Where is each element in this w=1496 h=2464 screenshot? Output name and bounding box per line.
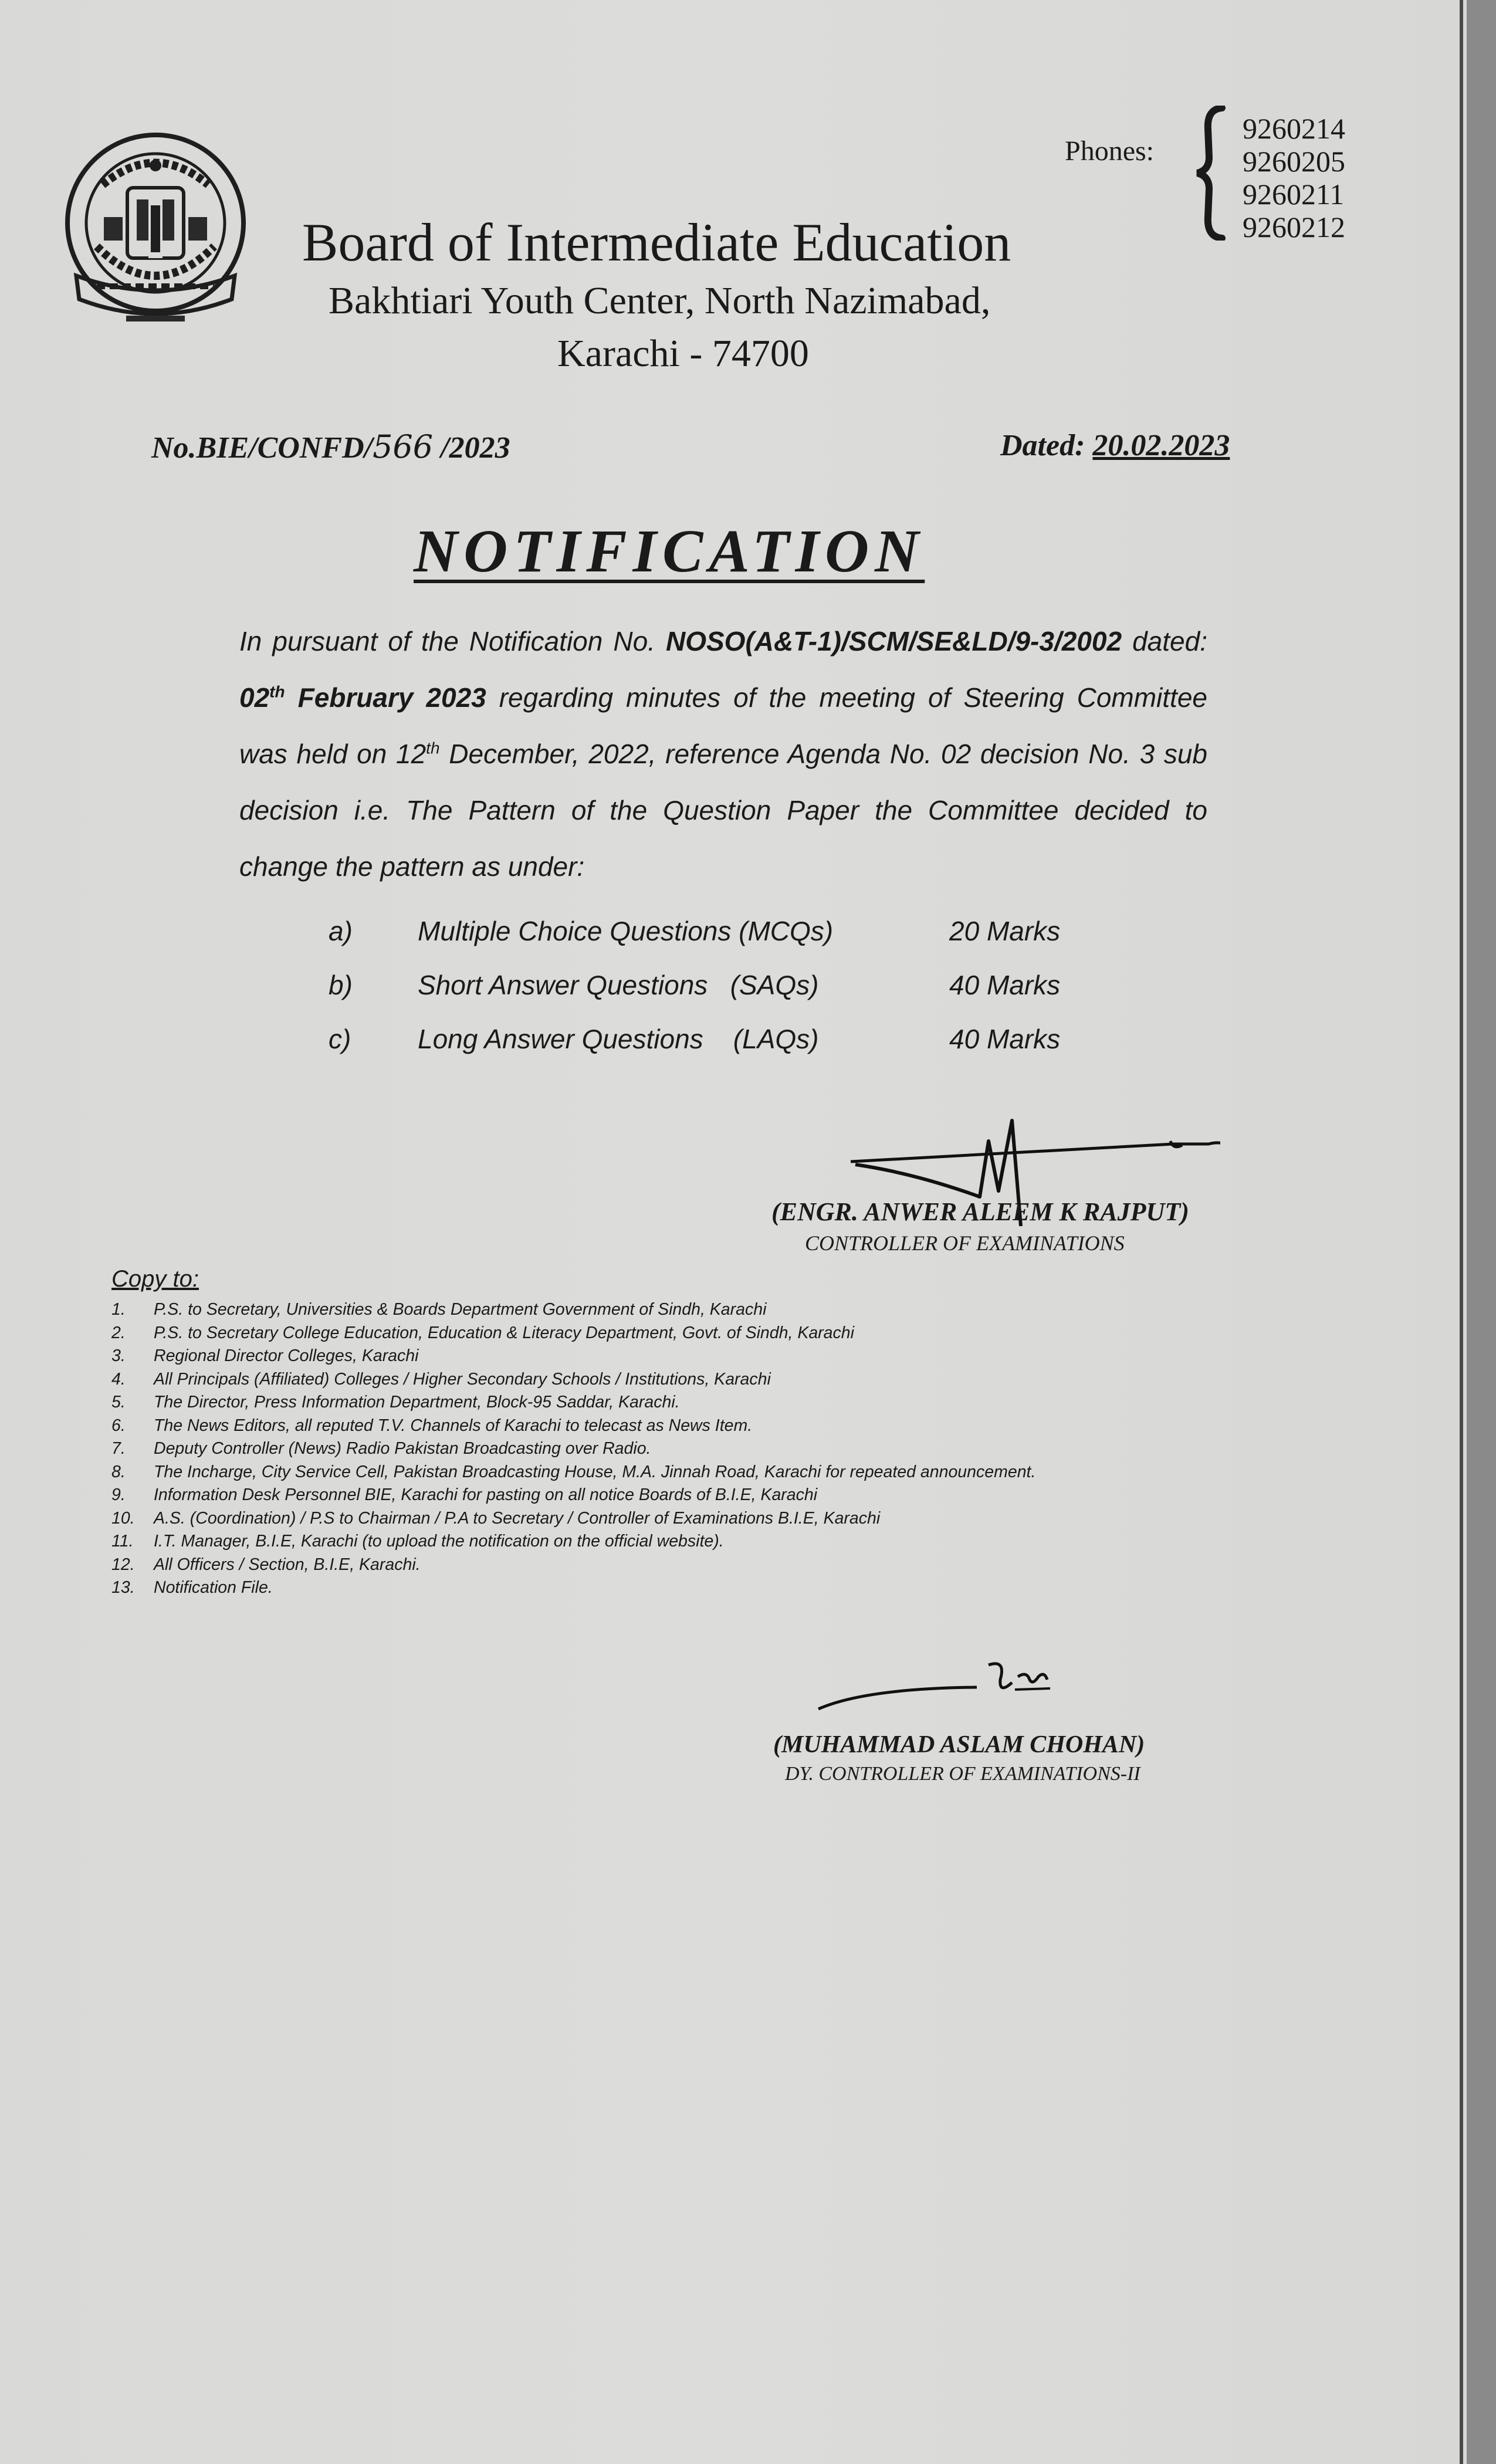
date-label: Dated: xyxy=(1000,429,1085,462)
copy-to-item: 5. The Director, Press Information Department, Block-95 Saddar, Karachi. xyxy=(111,1393,680,1412)
signatory2-title: DY. CONTROLLER OF EXAMINATIONS-II xyxy=(785,1763,1140,1785)
reference-suffix: /2023 xyxy=(433,431,510,465)
reference-prefix: No.BIE/CONFD/ xyxy=(151,431,373,465)
marks-row-question-type: Multiple Choice Questions (MCQs) xyxy=(418,916,834,946)
page-edge-shadow xyxy=(1460,0,1463,2464)
date-day: 02th February 2023 xyxy=(239,682,486,713)
scanner-background xyxy=(1467,0,1496,2464)
signatory2-name: (MUHAMMAD ASLAM CHOHAN) xyxy=(773,1731,1145,1758)
copy-to-item: 2. P.S. to Secretary College Education, Education & Literacy Department, Govt. of Sindh, Karachi xyxy=(111,1323,854,1342)
body-text-3: regarding minutes of the meeting of Steering Committee was held on 12 xyxy=(239,682,1208,769)
copy-to-item: 7. Deputy Controller (News) Radio Pakistan Broadcasting over Radio. xyxy=(111,1439,651,1458)
notification-body xyxy=(239,613,1207,895)
phones-label: Phones: xyxy=(1065,136,1155,167)
deputy-controller-signature xyxy=(813,1653,1094,1718)
reference-handwritten-number: 566 xyxy=(373,428,434,465)
marks-row-marks: 20 Marks xyxy=(949,916,1061,946)
reference-number xyxy=(151,428,510,465)
copy-to-item: 4. All Principals (Affiliated) Colleges / Higher Secondary Schools / Institutions, Karachi xyxy=(111,1369,771,1389)
body-text-4: December, 2022, reference Agenda No. 02 decision No. 3 sub decision i.e. The Pattern of the Question Paper the Committee decided to change the pattern as under: xyxy=(239,739,1208,882)
marks-row-question-type: Short Answer Questions (SAQs) xyxy=(418,970,819,1000)
dated-line xyxy=(1000,428,1230,463)
marks-row-letter: a) xyxy=(329,916,353,946)
copy-to-item: 1. P.S. to Secretary, Universities & Boards Department Government of Sindh, Karachi xyxy=(111,1300,767,1319)
copy-to-item: 6. The News Editors, all reputed T.V. Channels of Karachi to telecast as News Item. xyxy=(111,1416,753,1435)
marks-row-letter: b) xyxy=(329,970,353,1000)
board-seal-logo xyxy=(62,129,249,340)
marks-row-marks: 40 Marks xyxy=(949,1024,1061,1054)
org-name: Board of Intermediate Education xyxy=(302,212,1011,272)
copy-to-item: 8. The Incharge, City Service Cell, Pakistan Broadcasting House, M.A. Jinnah Road, Karachi for repeated announcement. xyxy=(111,1462,1036,1481)
phone-number-4: 9260212 xyxy=(1243,211,1345,243)
copy-to-list xyxy=(111,1298,1035,1600)
signatory1-title: CONTROLLER OF EXAMINATIONS xyxy=(805,1231,1125,1255)
held-date-sup: th xyxy=(426,739,440,757)
copy-to-item: 11. I.T. Manager, B.I.E, Karachi (to upload the notification on the official website). xyxy=(111,1532,724,1551)
notification-title: NOTIFICATION xyxy=(414,517,925,585)
copy-to-heading: Copy to: xyxy=(111,1266,199,1292)
phone-number-3: 9260211 xyxy=(1243,178,1345,211)
copy-to-item: 3. Regional Director Colleges, Karachi xyxy=(111,1346,419,1365)
body-text-1: In pursuant of the Notification No. xyxy=(239,626,655,656)
org-address-line1: Bakhtiari Youth Center, North Nazimabad, xyxy=(329,279,991,322)
signatory1-name: (ENGR. ANWER ALEEM K RAJPUT) xyxy=(771,1197,1189,1226)
copy-to-item: 10. A.S. (Coordination) / P.S to Chairman / P.A to Secretary / Controller of Examinations B.I.E, Karachi xyxy=(111,1508,881,1528)
marks-row-letter: c) xyxy=(329,1024,351,1054)
notification-number: NOSO(A&T-1)/SCM/SE&LD/9-3/2002 xyxy=(666,626,1122,656)
copy-to-item: 13. Notification File. xyxy=(111,1578,273,1597)
date-value: 20.02.2023 xyxy=(1092,429,1230,462)
phone-number-2: 9260205 xyxy=(1243,145,1345,178)
marks-row-marks: 40 Marks xyxy=(949,970,1061,1000)
org-address-line2: Karachi - 74700 xyxy=(557,332,809,375)
copy-to-item: 12. All Officers / Section, B.I.E, Karachi. xyxy=(111,1555,421,1574)
body-text-2: dated: xyxy=(1132,626,1207,656)
phone-number-1: 9260214 xyxy=(1243,112,1345,145)
copy-to-item: 9. Information Desk Personnel BIE, Karachi for pasting on all notice Boards of B.I.E, Karachi xyxy=(111,1485,818,1504)
marks-row-question-type: Long Answer Questions (LAQs) xyxy=(418,1024,819,1054)
curly-brace-icon xyxy=(1194,106,1229,241)
